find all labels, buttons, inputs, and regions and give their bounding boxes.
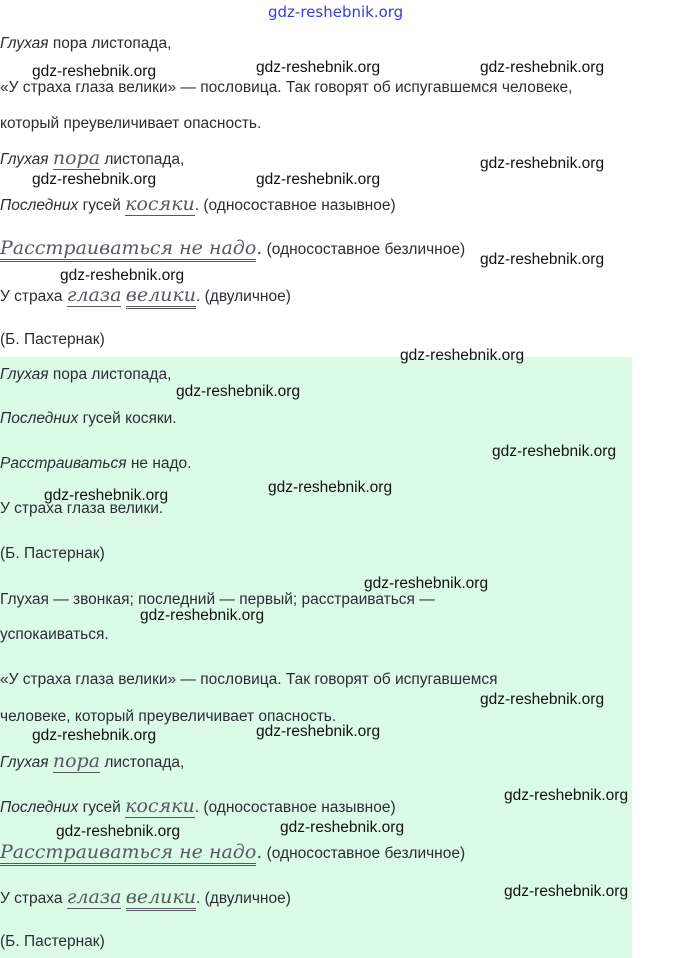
double-underlined-predicate: велики [126, 886, 196, 911]
watermark: gdz-reshebnik.org [492, 443, 617, 460]
watermark: gdz-reshebnik.org [480, 251, 605, 268]
text: . (двуличное) [196, 288, 291, 305]
watermark: gdz-reshebnik.org [480, 691, 605, 708]
text: . (односоставное назывное) [194, 197, 396, 214]
double-underlined-predicate: велики [126, 284, 196, 309]
text: пора листопада, [48, 366, 172, 383]
watermark: gdz-reshebnik.org [480, 155, 605, 172]
text-line [0, 238, 465, 260]
watermark: gdz-reshebnik.org [32, 727, 157, 744]
watermark: gdz-reshebnik.org [480, 59, 605, 76]
italic-word: Глухая [0, 754, 49, 771]
text: гусей косяки. [78, 410, 177, 427]
text-line: У страха глаза велики. [0, 500, 164, 517]
watermark: gdz-reshebnik.org [32, 63, 157, 80]
text: гусей [78, 197, 126, 214]
italic-word: Расстраиваться [0, 455, 127, 472]
text: . (односоставное назывное) [194, 799, 396, 816]
watermark: gdz-reshebnik.org [268, 479, 393, 496]
text-line [0, 194, 396, 216]
watermark: gdz-reshebnik.org [32, 171, 157, 188]
text: . [256, 237, 263, 259]
italic-word: Последних [0, 410, 79, 427]
text: гусей [78, 799, 126, 816]
watermark: gdz-reshebnik.org [256, 723, 381, 740]
watermark: gdz-reshebnik.org [504, 787, 629, 804]
text-line [0, 454, 191, 474]
watermark: gdz-reshebnik.org [400, 347, 525, 364]
watermark: gdz-reshebnik.org [256, 171, 381, 188]
text: . (двуличное) [196, 890, 291, 907]
double-underlined-predicate: Расстраиваться не надо [0, 237, 256, 262]
italic-word: Последних [0, 197, 79, 214]
text: У страха [0, 288, 67, 305]
double-underlined-predicate: Расстраиваться не надо [0, 841, 256, 866]
text-line: Глухая — звонкая; последний — первый; расстраиваться — [0, 591, 435, 608]
watermark: gdz-reshebnik.org [364, 575, 489, 592]
text: (односоставное безличное) [262, 241, 466, 258]
text-line [0, 751, 184, 773]
text-line: «У страха глаза велики» — пословица. Так говорят об испугавшемся человеке, [0, 79, 573, 96]
watermark: gdz-reshebnik.org [44, 487, 169, 504]
italic-word: Глухая [0, 151, 49, 168]
text-line [0, 409, 177, 429]
text-line: успокаиваться. [0, 626, 109, 643]
watermark: gdz-reshebnik.org [176, 383, 301, 400]
underlined-predicate: пора [52, 147, 101, 169]
underlined-subject: глаза [66, 886, 122, 908]
text-line: (Б. Пастернак) [0, 933, 105, 950]
text-line [0, 842, 465, 864]
text: листопада, [100, 151, 185, 168]
watermark: gdz-reshebnik.org [504, 883, 629, 900]
watermark: gdz-reshebnik.org [60, 267, 185, 284]
site-watermark-top: gdz-reshebnik.org [268, 3, 404, 21]
underlined-subject: глаза [66, 284, 122, 306]
watermark: gdz-reshebnik.org [56, 823, 181, 840]
text-line [0, 285, 291, 307]
underlined-predicate: пора [52, 750, 101, 772]
text-line [0, 148, 184, 170]
text: У страха [0, 890, 67, 907]
italic-word: Глухая [0, 35, 49, 52]
text: не надо. [126, 455, 192, 472]
text-line: человеке, который преувеличивает опасность. [0, 708, 337, 725]
text: листопада, [100, 754, 185, 771]
text-line [0, 34, 171, 54]
text-line: (Б. Пастернак) [0, 545, 105, 562]
text-line: который преувеличивает опасность. [0, 115, 262, 132]
text-line: (Б. Пастернак) [0, 331, 105, 348]
text-line [0, 365, 171, 385]
text: пора листопада, [48, 35, 172, 52]
underlined-subject: косяки [125, 193, 195, 215]
italic-word: Последних [0, 799, 79, 816]
text: (односоставное безличное) [262, 845, 466, 862]
text-line: «У страха глаза велики» — пословица. Так говорят об испугавшемся [0, 671, 498, 688]
text-line [0, 887, 291, 909]
italic-word: Глухая [0, 366, 49, 383]
watermark: gdz-reshebnik.org [256, 59, 381, 76]
watermark: gdz-reshebnik.org [140, 607, 265, 624]
watermark: gdz-reshebnik.org [280, 819, 405, 836]
text-line [0, 796, 396, 818]
underlined-subject: косяки [125, 795, 195, 817]
text: . [256, 841, 263, 863]
